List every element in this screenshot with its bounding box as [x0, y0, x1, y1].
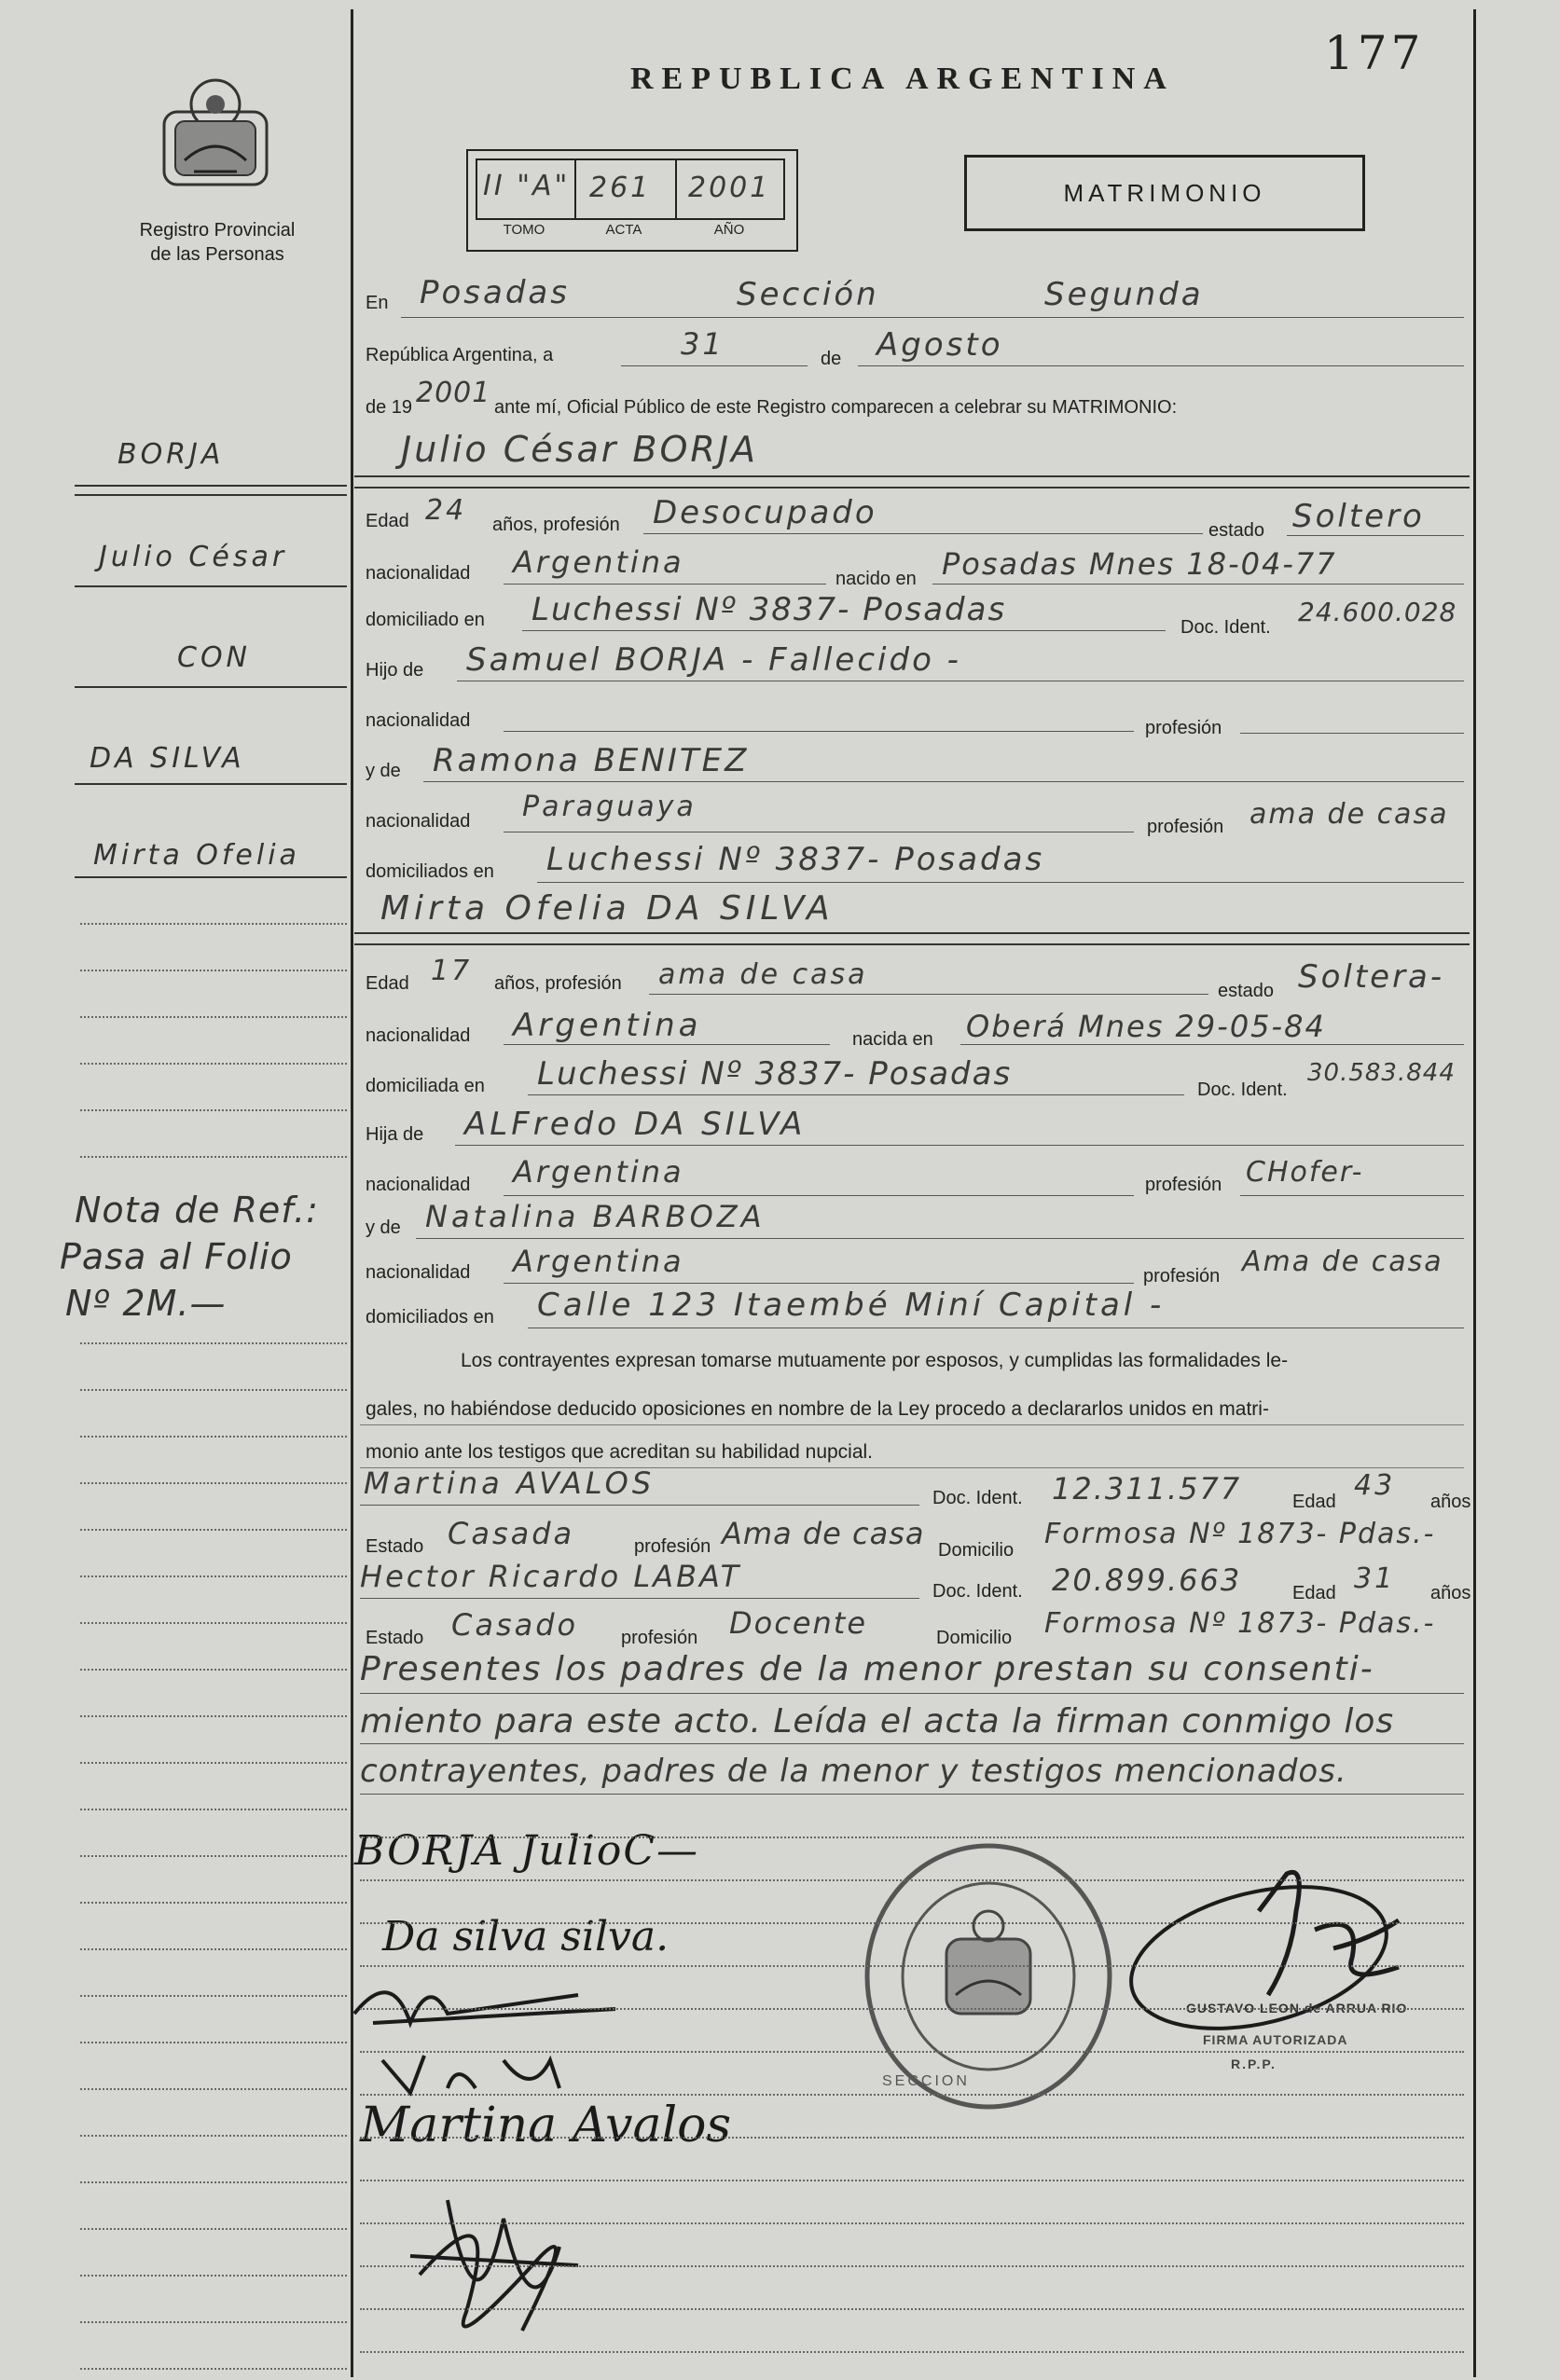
label-estado: estado — [1208, 520, 1265, 541]
margin-note-line3: Nº 2M.— — [65, 1283, 227, 1324]
groom-full-name: Julio César BORJA — [401, 429, 759, 470]
fill-line — [360, 1598, 919, 1599]
dotted-rule — [360, 1837, 1464, 1838]
label-y-de: y de — [366, 1218, 401, 1238]
ceremony-city: Posadas — [420, 274, 570, 311]
margin-names-bride: Mirta Ofelia — [93, 839, 300, 872]
witness2-name: Hector Ricardo LABAT — [360, 1559, 742, 1594]
witness2-age: 31 — [1354, 1562, 1396, 1595]
coat-of-arms-icon — [157, 67, 274, 202]
signature-groom: BORJA JulioC— — [354, 1827, 700, 1875]
groom-address: Luchessi Nº 3837- Posadas — [532, 591, 1007, 628]
closing-line1: Presentes los padres de la menor prestan su consenti- — [360, 1650, 1374, 1688]
dotted-rule — [80, 1389, 347, 1391]
ceremony-day: 31 — [681, 326, 725, 362]
label-comparecen: ante mí, Oficial Público de este Registro comparecen a celebrar su MATRIMONIO: — [494, 397, 1178, 418]
dotted-rule — [80, 923, 347, 925]
dotted-rule — [80, 2368, 347, 2370]
label-domiciliados-en: domiciliados en — [366, 861, 494, 882]
dotted-rule — [80, 1436, 347, 1438]
bride-profession: ama de casa — [658, 958, 868, 991]
witness2-status: Casado — [451, 1607, 579, 1643]
fill-line — [1240, 733, 1464, 734]
fill-line — [360, 1693, 1464, 1694]
dotted-rule — [360, 2222, 1464, 2224]
label-de19: de 19 — [366, 397, 413, 418]
dotted-rule — [80, 1855, 347, 1857]
label-profesion: profesión — [621, 1628, 698, 1648]
bride-parents-address: Calle 123 Itaembé Miní Capital - — [537, 1286, 1166, 1324]
dotted-rule — [80, 1669, 347, 1671]
fill-line — [643, 533, 1203, 534]
label-profesion: profesión — [1147, 817, 1224, 837]
label-domicilio: Domicilio — [938, 1540, 1015, 1561]
legal-text-line2: gales, no habiéndose deducido oposiciones en nombre de la Ley procedo a declararlos unidos en matri- — [366, 1398, 1269, 1420]
margin-rule — [75, 494, 347, 496]
ceremony-year: 2001 — [416, 377, 491, 409]
bride-birthplace: Oberá Mnes 29-05-84 — [966, 1009, 1326, 1044]
fill-line — [360, 1424, 1464, 1425]
dotted-rule — [80, 1109, 347, 1111]
groom-age: 24 — [425, 494, 467, 527]
legal-text-line1: Los contrayentes expresan tomarse mutuamente por esposos, y cumplidas las formalidades le- — [461, 1350, 1289, 1371]
label-anos-profesion: años, profesión — [492, 515, 620, 535]
label-nacionalidad: nacionalidad — [366, 710, 471, 731]
label-edad: Edad — [1292, 1583, 1336, 1603]
label-estado: Estado — [366, 1536, 424, 1557]
dotted-rule — [360, 2137, 1464, 2139]
witness1-doc-id: 12.311.577 — [1052, 1471, 1242, 1506]
dotted-rule — [80, 1762, 347, 1764]
groom-marital-status: Soltero — [1292, 498, 1425, 535]
bride-father: ALFredo DA SILVA — [464, 1106, 807, 1143]
dotted-rule — [80, 2228, 347, 2230]
witness2-domicile: Formosa Nº 1873- Pdas.- — [1044, 1607, 1436, 1640]
dotted-rule — [80, 1809, 347, 1810]
registry-name-line1: Registro Provincial — [139, 220, 296, 241]
acta-label: ACTA — [605, 222, 642, 238]
dotted-rule — [80, 1529, 347, 1531]
dotted-rule — [80, 1715, 347, 1717]
margin-surname-bride: DA SILVA — [90, 742, 245, 775]
margin-rule — [75, 876, 347, 878]
label-nacionalidad: nacionalidad — [366, 1175, 471, 1195]
label-hijo-de: Hijo de — [366, 660, 424, 681]
fill-line — [423, 781, 1464, 782]
witness1-age: 43 — [1354, 1469, 1396, 1502]
legal-text-line3: monio ante los testigos que acreditan su habilidad nupcial. — [366, 1441, 874, 1463]
label-nacionalidad: nacionalidad — [366, 563, 471, 584]
dotted-rule — [80, 1156, 347, 1158]
margin-names-groom: Julio César — [99, 541, 288, 573]
label-domiciliados-en: domiciliados en — [366, 1307, 494, 1328]
country-title: REPUBLICA ARGENTINA — [630, 62, 1175, 96]
fill-line — [1287, 535, 1464, 536]
bride-mother-nationality: Argentina — [513, 1244, 684, 1279]
dotted-rule — [80, 1902, 347, 1904]
label-de: de — [821, 349, 842, 369]
closing-line2: miento para este acto. Leída el acta la firman conmigo los — [360, 1702, 1395, 1740]
dotted-rule — [360, 1922, 1464, 1924]
rule — [354, 475, 1470, 477]
groom-nationality: Argentina — [513, 544, 684, 580]
official-stamp-line2: FIRMA AUTORIZADA — [1203, 2032, 1348, 2047]
label-nacionalidad: nacionalidad — [366, 1262, 471, 1283]
witness1-domicile: Formosa Nº 1873- Pdas.- — [1044, 1518, 1436, 1550]
groom-profession: Desocupado — [653, 494, 877, 531]
dotted-rule — [80, 1948, 347, 1950]
bride-doc-id: 30.583.844 — [1307, 1059, 1456, 1087]
bride-father-profession: CHofer- — [1246, 1156, 1364, 1189]
margin-rule — [75, 585, 347, 587]
signature-witness: Martina Avalos — [360, 2098, 732, 2153]
label-domiciliada-en: domiciliada en — [366, 1076, 485, 1096]
label-doc-ident: Doc. Ident. — [932, 1581, 1023, 1602]
bride-nationality: Argentina — [513, 1007, 702, 1044]
document-type-box — [964, 155, 1365, 231]
fill-line — [621, 365, 808, 366]
bride-marital-status: Soltera- — [1298, 958, 1445, 996]
fill-line — [504, 731, 1134, 732]
dotted-rule — [80, 1995, 347, 1997]
label-profesion: profesión — [1145, 1175, 1222, 1195]
margin-rule — [75, 686, 347, 688]
dotted-rule — [80, 2135, 347, 2137]
tomo-label: TOMO — [503, 222, 545, 238]
dotted-rule — [80, 2275, 347, 2277]
groom-mother: Ramona BENITEZ — [433, 742, 750, 779]
label-anos: años — [1430, 1583, 1471, 1603]
official-stamp-line3: R.P.P. — [1231, 2057, 1277, 2071]
seal-bottom-text: SECCION — [882, 2073, 970, 2089]
fill-line — [504, 1195, 1134, 1196]
groom-mother-profession: ama de casa — [1249, 798, 1449, 831]
label-en: En — [366, 293, 389, 313]
rule — [354, 487, 1470, 488]
label-anos: años — [1430, 1492, 1471, 1512]
signature-scribble-1 — [336, 1958, 634, 2046]
label-y-de: y de — [366, 761, 401, 781]
tomo-value: II "A" — [483, 170, 571, 202]
margin-note-line2: Pasa al Folio — [60, 1236, 293, 1277]
witness1-name: Martina AVALOS — [364, 1465, 656, 1501]
dotted-rule — [80, 1482, 347, 1484]
label-doc-ident: Doc. Ident. — [1197, 1080, 1288, 1100]
signature-bride: Da silva silva. — [382, 1913, 670, 1960]
ceremony-section-value: Segunda — [1044, 276, 1204, 313]
fill-line — [932, 584, 1464, 585]
rule — [354, 932, 1470, 934]
dotted-rule — [80, 2321, 347, 2323]
dotted-rule — [360, 1965, 1464, 1967]
dotted-rule — [360, 2094, 1464, 2096]
ceremony-month: Agosto — [877, 326, 1003, 364]
label-domicilio: Domicilio — [936, 1628, 1013, 1648]
bride-mother: Natalina BARBOZA — [425, 1199, 766, 1234]
dotted-rule — [80, 970, 347, 971]
dotted-rule — [360, 2308, 1464, 2310]
rule — [354, 943, 1470, 945]
column-rule-right — [1473, 9, 1476, 2377]
dotted-rule — [360, 2180, 1464, 2181]
fill-line — [858, 365, 1464, 366]
bride-mother-profession: Ama de casa — [1242, 1245, 1443, 1278]
groom-birthplace: Posadas Mnes 18-04-77 — [942, 546, 1337, 582]
label-nacida-en: nacida en — [852, 1029, 933, 1050]
fill-line — [960, 1044, 1464, 1045]
groom-parents-address: Luchessi Nº 3837- Posadas — [546, 841, 1045, 878]
label-doc-ident: Doc. Ident. — [932, 1488, 1023, 1508]
label-nacido-en: nacido en — [835, 569, 917, 589]
label-republica: República Argentina, a — [366, 345, 554, 365]
margin-note-line1: Nota de Ref.: — [75, 1190, 319, 1231]
fill-line — [649, 994, 1208, 995]
fill-line — [537, 882, 1464, 883]
label-nacionalidad: nacionalidad — [366, 1025, 471, 1046]
margin-surname-groom: BORJA — [117, 438, 225, 471]
dotted-rule — [80, 1063, 347, 1065]
fill-line — [528, 1094, 1184, 1095]
dotted-rule — [80, 2088, 347, 2090]
fill-line — [504, 584, 826, 585]
bride-address: Luchessi Nº 3837- Posadas — [537, 1055, 1013, 1093]
fill-line — [416, 1238, 1464, 1239]
label-doc-ident: Doc. Ident. — [1180, 617, 1271, 638]
label-hija-de: Hija de — [366, 1124, 424, 1145]
margin-rule — [75, 783, 347, 785]
fill-line — [401, 317, 1464, 318]
fill-line — [504, 1044, 830, 1045]
margin-connector: CON — [177, 641, 252, 674]
fill-line — [522, 630, 1166, 631]
dotted-rule — [80, 1622, 347, 1624]
witness2-doc-id: 20.899.663 — [1052, 1562, 1242, 1598]
fill-line — [1240, 1195, 1464, 1196]
label-edad: Edad — [366, 973, 409, 994]
dotted-rule — [80, 2181, 347, 2183]
fill-line — [360, 1743, 1464, 1744]
bride-full-name: Mirta Ofelia DA SILVA — [380, 889, 835, 928]
margin-rule — [75, 485, 347, 487]
label-edad: Edad — [1292, 1492, 1336, 1512]
dotted-rule — [360, 2265, 1464, 2267]
folio-number: 177 — [1324, 26, 1425, 80]
dotted-rule — [80, 1342, 347, 1344]
dotted-rule — [360, 2051, 1464, 2053]
fill-line — [504, 1283, 1134, 1284]
dotted-rule — [80, 1575, 347, 1577]
acta-value: 261 — [589, 172, 652, 204]
label-domiciliado-en: domiciliado en — [366, 610, 485, 630]
label-estado: Estado — [366, 1628, 424, 1648]
label-anos-profesion: años, profesión — [494, 973, 622, 994]
signature-scribble-3 — [392, 2163, 615, 2373]
groom-father: Samuel BORJA - Fallecido - — [466, 641, 961, 679]
label-profesion: profesión — [634, 1536, 711, 1557]
registry-name-line2: de las Personas — [150, 244, 284, 265]
ano-label: AÑO — [713, 222, 745, 238]
register-index-box — [466, 149, 798, 252]
document-type: MATRIMONIO — [1063, 179, 1266, 207]
label-estado: estado — [1218, 981, 1275, 1001]
fill-line — [360, 1505, 919, 1506]
dotted-rule — [360, 2351, 1464, 2353]
dotted-rule — [80, 1016, 347, 1018]
label-edad: Edad — [366, 511, 409, 531]
label-nacionalidad: nacionalidad — [366, 811, 471, 832]
groom-doc-id: 24.600.028 — [1298, 597, 1457, 627]
dotted-rule — [80, 2042, 347, 2043]
witness2-profession: Docente — [729, 1605, 868, 1641]
official-stamp-line1: GUSTAVO LEON de ARRUA RIO — [1186, 2001, 1408, 2015]
label-profesion: profesión — [1145, 718, 1222, 738]
bride-age: 17 — [431, 955, 473, 987]
label-profesion: profesión — [1143, 1266, 1221, 1286]
witness1-profession: Ama de casa — [722, 1516, 925, 1551]
ano-value: 2001 — [688, 172, 771, 204]
witness1-status: Casada — [448, 1516, 575, 1551]
fill-line — [455, 1145, 1464, 1146]
closing-line3: contrayentes, padres de la menor y testigos mencionados. — [360, 1753, 1347, 1790]
bride-father-nationality: Argentina — [513, 1154, 684, 1190]
groom-mother-nationality: Paraguaya — [522, 791, 697, 823]
ceremony-section-label: Sección — [737, 276, 879, 313]
dotted-rule — [360, 1879, 1464, 1881]
official-signature-scribble — [1119, 1855, 1473, 2046]
dotted-rule — [360, 2008, 1464, 2010]
fill-line — [360, 1794, 1464, 1795]
